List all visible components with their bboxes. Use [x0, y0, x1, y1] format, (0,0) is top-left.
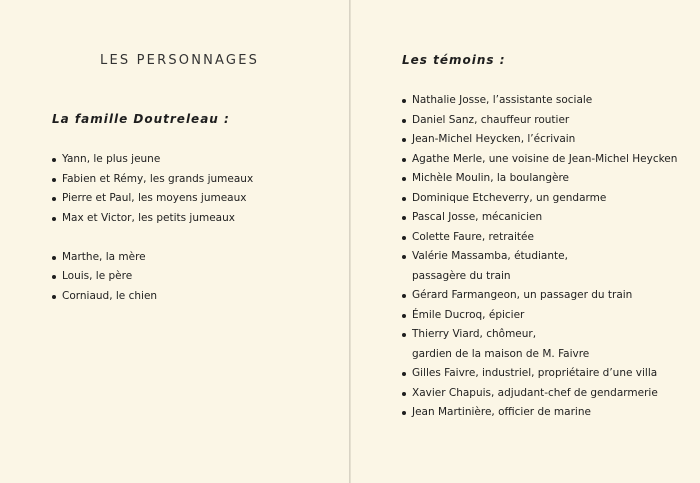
list-item: Émile Ducroq, épicier — [402, 306, 677, 326]
list-item: Dominique Etcheverry, un gendarme — [402, 189, 677, 209]
characters-list — [52, 150, 253, 306]
list-item: Agathe Merle, une voisine de Jean-Michel Heycken — [402, 150, 677, 170]
list-item: Valérie Massamba, étudiante, — [402, 247, 677, 267]
list-item: Yann, le plus jeune — [52, 150, 253, 170]
witnesses-heading: Les témoins : — [402, 53, 506, 67]
right-page — [351, 0, 700, 483]
list-item: Louis, le père — [52, 267, 253, 287]
list-item-continuation: passagère du train — [412, 269, 511, 282]
list-item: Jean Martinière, officier de marine — [402, 403, 677, 423]
list-item: Thierry Viard, chômeur, — [402, 325, 677, 345]
page-title: LES PERSONNAGES — [100, 53, 260, 68]
list-item: Gilles Faivre, industriel, propriétaire d’une villa — [402, 364, 677, 384]
list-item: Colette Faure, retraitée — [402, 228, 677, 248]
list-item: Pierre et Paul, les moyens jumeaux — [52, 189, 253, 209]
list-spacer — [52, 228, 253, 248]
list-item: Nathalie Josse, l’assistante sociale — [402, 91, 677, 111]
list-item: Fabien et Rémy, les grands jumeaux — [52, 170, 253, 190]
list-item-continuation: gardien de la maison de M. Faivre — [412, 347, 590, 360]
list-item: Michèle Moulin, la boulangère — [402, 169, 677, 189]
witnesses-list — [402, 91, 677, 423]
list-item: Marthe, la mère — [52, 248, 253, 268]
list-item: Pascal Josse, mécanicien — [402, 208, 677, 228]
list-item: Max et Victor, les petits jumeaux — [52, 209, 253, 229]
left-page — [0, 0, 349, 483]
list-item: Daniel Sanz, chauffeur routier — [402, 111, 677, 131]
list-item: Corniaud, le chien — [52, 287, 253, 307]
list-item: Xavier Chapuis, adjudant-chef de gendarmerie — [402, 384, 677, 404]
list-item: Gérard Farmangeon, un passager du train — [402, 286, 677, 306]
list-item: Jean-Michel Heycken, l’écrivain — [402, 130, 677, 150]
family-heading: La famille Doutreleau : — [52, 112, 230, 126]
